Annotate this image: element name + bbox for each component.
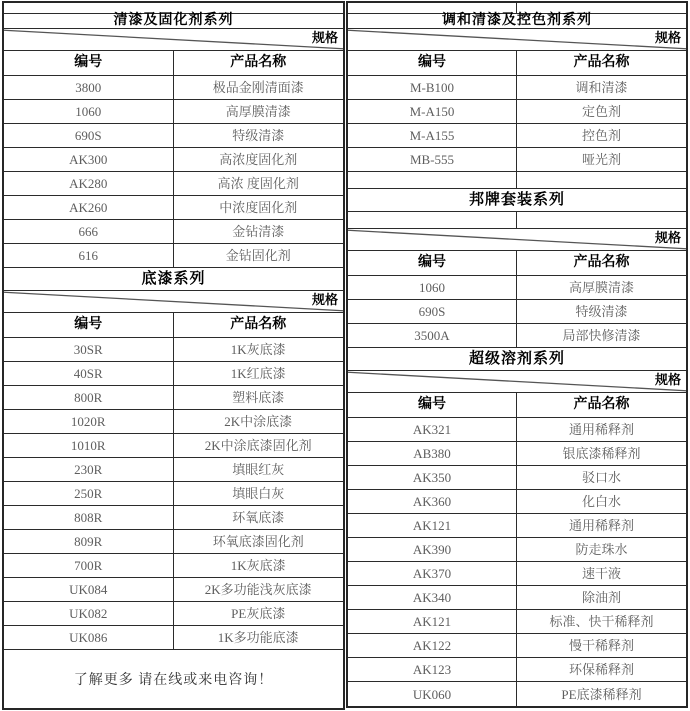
table-row — [348, 124, 686, 148]
code-cell: 1060 — [348, 276, 517, 299]
table-row — [348, 538, 686, 562]
spec-diagonal-row — [348, 29, 686, 51]
code-cell: 3500A — [348, 324, 517, 347]
product-name-cell: 特级清漆 — [575, 304, 628, 319]
product-name-cell: 驳口水 — [581, 470, 621, 485]
column-header-row — [348, 251, 686, 276]
code-cell: AK280 — [4, 172, 174, 195]
code-column-header: 编号 — [4, 313, 174, 337]
empty-cell — [517, 212, 686, 228]
code-cell: 700R — [4, 554, 174, 577]
product-name-column-header: 产品名称 — [230, 317, 287, 332]
column-header-row — [4, 51, 343, 76]
table-row — [348, 442, 686, 466]
product-name-cell: 环氧底漆 — [232, 510, 285, 525]
product-name-cell: 金钻固化剂 — [225, 248, 291, 263]
table-row — [348, 100, 686, 124]
table-row — [348, 300, 686, 324]
code-cell: 809R — [4, 530, 174, 553]
table-row — [348, 148, 686, 172]
diagonal-line — [4, 291, 343, 312]
table-row — [4, 482, 343, 506]
product-name-cell: 通用稀释剂 — [568, 422, 634, 437]
series-title-row — [348, 348, 686, 371]
table-row — [348, 466, 686, 490]
product-name-cell: 通用稀释剂 — [568, 518, 634, 533]
table-row — [4, 578, 343, 602]
spec-label: 规格 — [311, 292, 338, 307]
table-row — [4, 434, 343, 458]
code-cell: AK340 — [348, 586, 517, 609]
empty-cell — [517, 172, 686, 188]
table-row — [348, 562, 686, 586]
product-name-cell: 防走珠水 — [575, 542, 628, 557]
code-cell: 666 — [4, 220, 174, 243]
series-title: 超级溶剂系列 — [468, 350, 565, 367]
table-row — [348, 610, 686, 634]
table-row — [4, 100, 343, 124]
code-cell: AB380 — [348, 442, 517, 465]
table-row — [348, 324, 686, 348]
product-name-cell: 中浓度固化剂 — [219, 200, 298, 215]
code-cell: 1020R — [4, 410, 174, 433]
series-title: 清漆及固化剂系列 — [113, 13, 234, 28]
code-cell: 40SR — [4, 362, 174, 385]
table-row — [4, 124, 343, 148]
code-column-header: 编号 — [348, 393, 517, 417]
product-name-cell: 1K多功能底漆 — [217, 630, 299, 645]
product-name-cell: 填眼白灰 — [232, 486, 285, 501]
table-row — [4, 362, 343, 386]
code-cell: AK300 — [4, 148, 174, 171]
table-row — [4, 554, 343, 578]
footer-note-row — [4, 650, 343, 708]
table-varnish-kits-solvent-series — [346, 1, 688, 708]
series-title-row — [4, 14, 343, 29]
series-title-row — [348, 189, 686, 212]
code-cell: AK321 — [348, 418, 517, 441]
product-name-cell: 高厚膜清漆 — [568, 280, 634, 295]
product-name-cell: 高浓度固化剂 — [219, 152, 298, 167]
table-row — [4, 626, 343, 650]
code-cell: M-A150 — [348, 100, 517, 123]
product-name-cell: 极品金刚清面漆 — [212, 80, 304, 95]
table-row — [4, 338, 343, 362]
product-name-cell: 1K灰底漆 — [230, 342, 286, 357]
product-name-cell: PE底漆稀释剂 — [561, 686, 642, 702]
code-cell: AK260 — [4, 196, 174, 219]
code-cell: AK360 — [348, 490, 517, 513]
table-row — [4, 148, 343, 172]
diagonal-line — [4, 29, 343, 50]
spec-diagonal-row — [348, 371, 686, 393]
product-name-cell: 局部快修清漆 — [562, 328, 641, 343]
code-cell: 1060 — [4, 100, 174, 123]
table-row — [4, 386, 343, 410]
table-row — [4, 458, 343, 482]
series-title: 调和清漆及控色剂系列 — [442, 13, 592, 28]
table-row — [348, 418, 686, 442]
table-row — [348, 76, 686, 100]
table-row — [348, 658, 686, 682]
product-name-cell: 2K多功能浅灰底漆 — [204, 582, 312, 597]
code-cell: 800R — [4, 386, 174, 409]
product-name-cell: 调和清漆 — [575, 80, 628, 95]
product-name-cell: 定色剂 — [581, 104, 621, 119]
product-name-cell: 1K红底漆 — [230, 366, 286, 381]
product-name-cell: 1K灰底漆 — [230, 558, 286, 573]
code-cell: 30SR — [4, 338, 174, 361]
code-cell: 690S — [348, 300, 517, 323]
empty-cell — [348, 3, 517, 13]
product-name-cell: 特级清漆 — [232, 128, 285, 143]
product-name-cell: 环氧底漆固化剂 — [212, 534, 304, 549]
code-cell: UK084 — [4, 578, 174, 601]
product-name-cell: 标准、快干稀释剂 — [549, 614, 654, 629]
table-row — [4, 530, 343, 554]
product-name-cell: 塑料底漆 — [232, 390, 285, 405]
code-cell: AK370 — [348, 562, 517, 585]
spec-label: 规格 — [654, 30, 681, 45]
code-cell: 808R — [4, 506, 174, 529]
series-title-row — [348, 14, 686, 29]
table-row — [4, 410, 343, 434]
diagonal-line — [348, 29, 686, 50]
product-name-cell: 除油剂 — [581, 590, 621, 605]
table-clearcoat-and-primer-series — [2, 1, 345, 710]
empty-cell — [348, 212, 517, 228]
product-name-cell: 银底漆稀释剂 — [562, 446, 641, 461]
code-cell: 1010R — [4, 434, 174, 457]
spec-label: 规格 — [654, 372, 681, 387]
code-cell: 690S — [4, 124, 174, 147]
code-cell: AK123 — [348, 658, 517, 681]
empty-cell — [517, 3, 686, 13]
product-name-cell: 2K中涂底漆 — [224, 414, 293, 429]
spec-diagonal-row — [4, 29, 343, 51]
column-header-row — [348, 51, 686, 76]
series-title-row — [4, 268, 343, 291]
spec-label: 规格 — [311, 30, 338, 45]
table-row — [348, 634, 686, 658]
code-cell: 616 — [4, 244, 174, 267]
code-column-header: 编号 — [348, 251, 517, 275]
product-name-column-header: 产品名称 — [230, 55, 287, 70]
diagonal-line — [348, 371, 686, 392]
product-name-cell: PE灰底漆 — [231, 606, 286, 621]
table-row — [4, 76, 343, 100]
code-cell: 230R — [4, 458, 174, 481]
series-title: 邦牌套装系列 — [468, 191, 565, 208]
product-name-cell: 慢干稀释剂 — [568, 638, 634, 653]
code-cell: AK350 — [348, 466, 517, 489]
spec-diagonal-row — [348, 229, 686, 251]
table-row — [4, 220, 343, 244]
product-name-cell: 高厚膜清漆 — [225, 104, 291, 119]
product-name-cell: 填眼红灰 — [232, 462, 285, 477]
spec-label: 规格 — [654, 230, 681, 245]
table-row — [348, 490, 686, 514]
column-header-row — [4, 313, 343, 338]
code-cell: MB-555 — [348, 148, 517, 171]
product-name-cell: 化白水 — [581, 494, 621, 509]
code-cell: AK121 — [348, 514, 517, 537]
column-header-row — [348, 393, 686, 418]
product-name-column-header: 产品名称 — [573, 397, 630, 412]
product-name-column-header: 产品名称 — [573, 255, 630, 270]
empty-row — [348, 172, 686, 189]
product-name-cell: 速干液 — [581, 566, 621, 581]
table-row — [4, 602, 343, 626]
code-column-header: 编号 — [348, 51, 517, 75]
table-row — [348, 276, 686, 300]
table-row — [4, 506, 343, 530]
table-row — [348, 586, 686, 610]
empty-cell — [348, 172, 517, 188]
table-row — [348, 514, 686, 538]
table-row — [4, 172, 343, 196]
code-cell: AK390 — [348, 538, 517, 561]
table-row — [4, 196, 343, 220]
code-cell: UK060 — [348, 682, 517, 706]
product-name-cell: 金钻清漆 — [232, 224, 285, 239]
code-cell: M-A155 — [348, 124, 517, 147]
product-name-cell: 哑光剂 — [581, 152, 621, 167]
code-column-header: 编号 — [4, 51, 174, 75]
empty-row — [348, 212, 686, 229]
product-name-cell: 控色剂 — [581, 128, 621, 143]
product-name-column-header: 产品名称 — [573, 55, 630, 70]
table-row — [4, 244, 343, 268]
table-row — [348, 682, 686, 706]
product-name-cell: 环保稀释剂 — [568, 662, 634, 677]
product-name-cell: 2K中涂底漆固化剂 — [204, 438, 312, 453]
code-cell: UK082 — [4, 602, 174, 625]
spec-diagonal-row — [4, 291, 343, 313]
code-cell: UK086 — [4, 626, 174, 649]
code-cell: AK121 — [348, 610, 517, 633]
code-cell: 250R — [4, 482, 174, 505]
code-cell: 3800 — [4, 76, 174, 99]
code-cell: AK122 — [348, 634, 517, 657]
footer-note: 了解更多 请在线或来电咨询！ — [73, 673, 274, 688]
code-cell: M-B100 — [348, 76, 517, 99]
diagonal-line — [348, 229, 686, 250]
series-title: 底漆系列 — [141, 270, 206, 287]
product-name-cell: 高浓 度固化剂 — [217, 176, 299, 191]
